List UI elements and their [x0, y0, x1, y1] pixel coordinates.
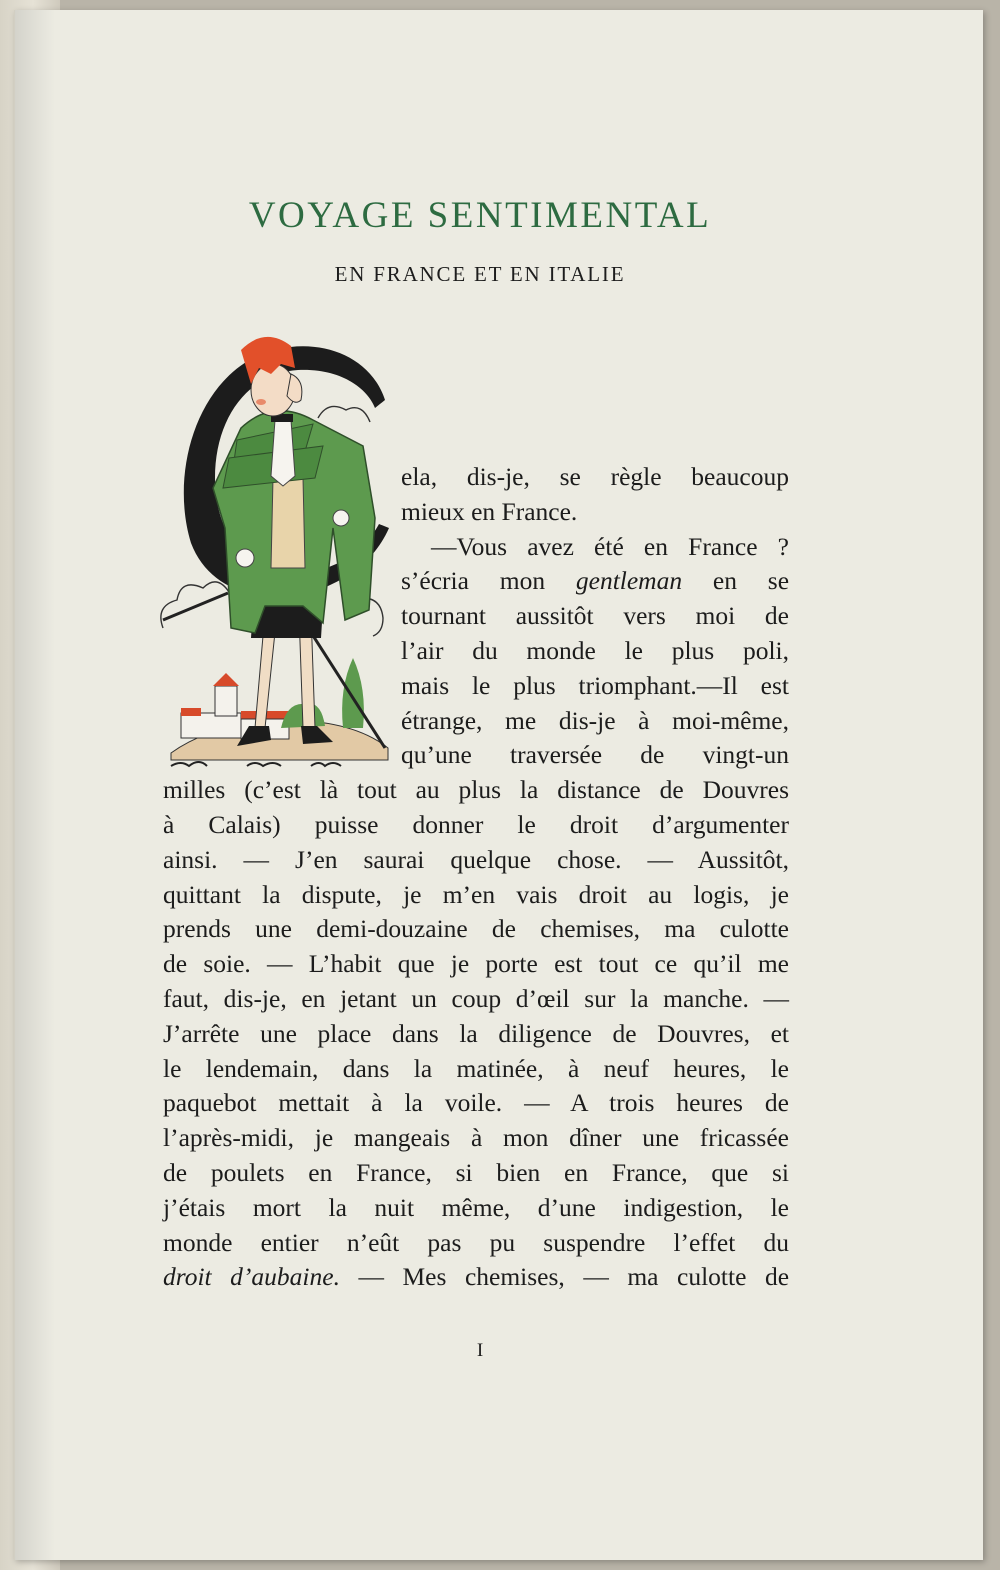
gutter-shadow [15, 10, 55, 1560]
text-line: mais le plus triomphant.—Il est [401, 670, 789, 700]
text-line: quittant la dispute, je m’en vais droit au logis, je [163, 879, 789, 909]
text-line: s’écria mon gentleman en se [401, 566, 790, 596]
text-line: tournant aussitôt vers moi de [401, 601, 789, 631]
body-text [163, 460, 789, 1295]
text-line: étrange, me dis-je à moi-même, [401, 705, 789, 735]
text-line: ainsi. — J’en saurai quelque chose. — Aussitôt, [163, 844, 789, 874]
text-line: à Calais) puisse donner le droit d’argumenter [163, 809, 789, 839]
text-line: mieux en France. [401, 496, 578, 526]
text-line: j’étais mort la nuit même, d’une indigestion, le [163, 1192, 789, 1222]
text-line: prends une demi-douzaine de chemises, ma culotte [163, 914, 789, 944]
text-line: monde entier n’eût pas pu suspendre l’effet du [163, 1227, 789, 1257]
text-line: qu’une traversée de vingt-un [401, 740, 789, 770]
text-line: —Vous avez été en France ? [431, 531, 789, 561]
text-line: milles (c’est là tout au plus la distance de Douvres [163, 775, 789, 805]
text-line: le lendemain, dans la matinée, à neuf heures, le [163, 1053, 789, 1083]
text-line: de soie. — L’habit que je porte est tout ce qu’il me [163, 949, 789, 979]
text-line: ela, dis-je, se règle beaucoup [401, 462, 789, 491]
text-line: faut, dis-je, en jetant un coup d’œil sur la manche. — [163, 983, 789, 1013]
book-page [14, 10, 983, 1560]
chapter-title: VOYAGE SENTIMENTAL [248, 195, 712, 236]
text-line: l’air du monde le plus poli, [401, 635, 789, 665]
text-line: l’après-midi, je mangeais à mon dîner une fricassée [163, 1123, 789, 1153]
text-line: paquebot mettait à la voile. — A trois heures de [163, 1088, 789, 1118]
text-line: droit d’aubaine. — Mes chemises, — ma culotte de [163, 1262, 790, 1292]
chapter-subtitle: EN FRANCE ET EN ITALIE [334, 262, 626, 286]
text-line: de poulets en France, si bien en France, que si [163, 1157, 789, 1187]
page-number: I [476, 1340, 484, 1361]
text-line: J’arrête une place dans la diligence de Douvres, et [163, 1018, 789, 1048]
